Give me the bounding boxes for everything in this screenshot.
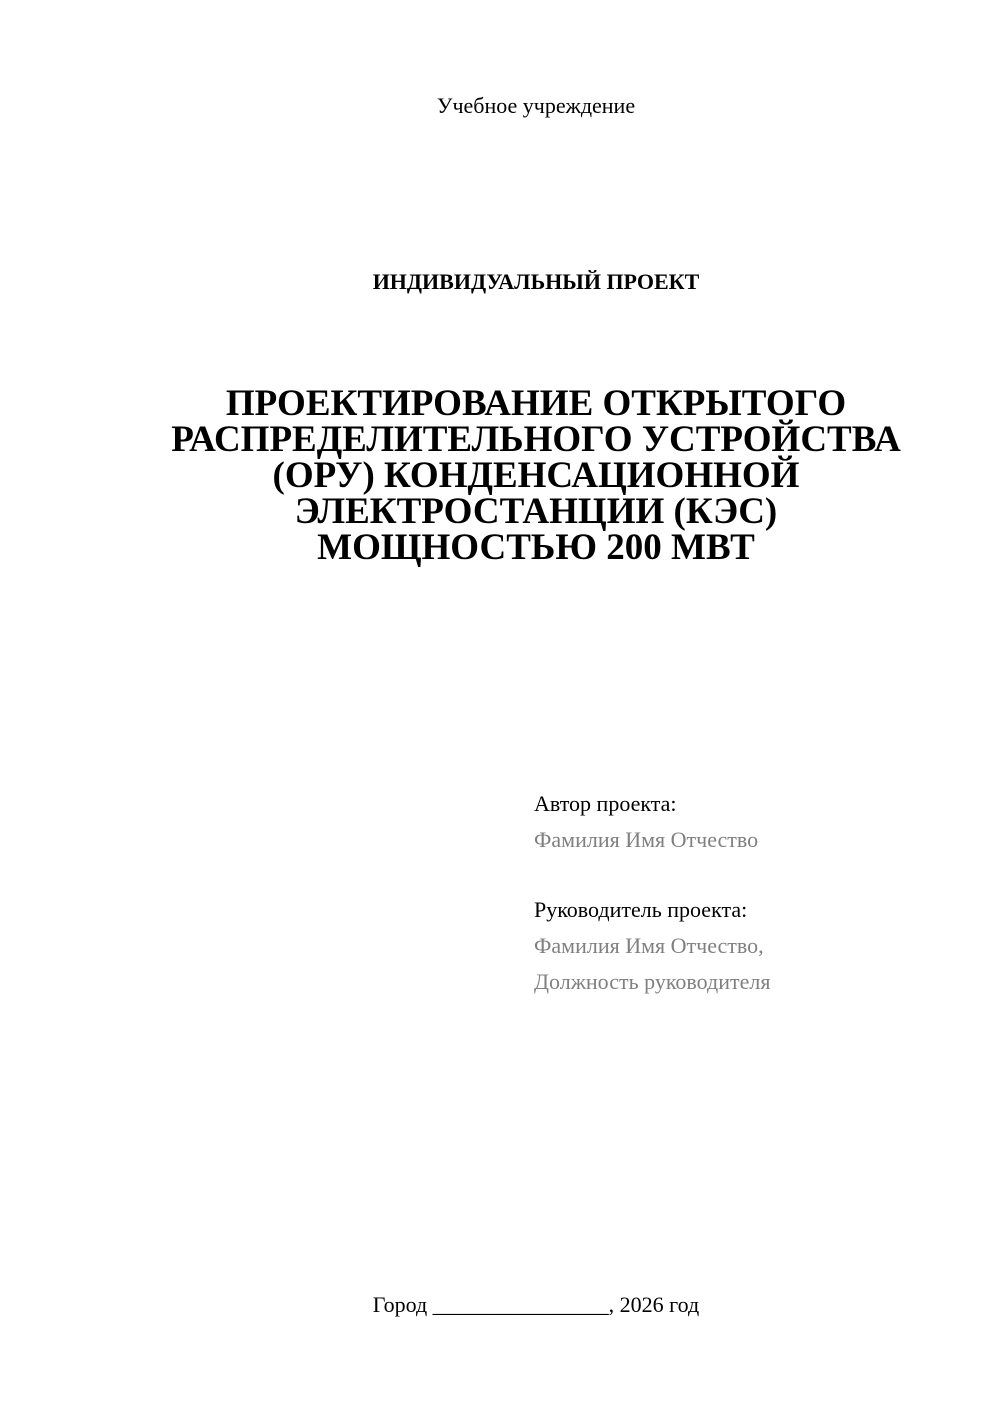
institution-name: Учебное учреждение [436, 93, 636, 118]
supervisor-label: Руководитель проекта: [534, 897, 748, 922]
supervisor-name: Фамилия Имя Отчество, [534, 933, 764, 958]
project-title [0, 383, 1000, 568]
project-title-line: РАСПРЕДЕЛИТЕЛЬНОГО УСТРОЙСТВА [171, 419, 901, 460]
author-block [534, 786, 974, 858]
project-title-line: (ОРУ) КОНДЕНСАЦИОННОЙ [272, 455, 800, 496]
project-title-line: ПРОЕКТИРОВАНИЕ ОТКРЫТОГО [225, 383, 847, 424]
supervisor-position: Должность руководителя [534, 969, 771, 994]
author-label: Автор проекта: [534, 791, 677, 816]
city-year-line: Город ________________, 2026 год [372, 1292, 700, 1317]
project-type-heading: ИНДИВИДУАЛЬНЫЙ ПРОЕКТ [372, 269, 700, 294]
supervisor-block [534, 892, 974, 1000]
project-title-line: ЭЛЕКТРОСТАНЦИИ (КЭС) [294, 491, 778, 532]
author-name: Фамилия Имя Отчество [534, 827, 759, 852]
project-title-line: МОЩНОСТЬЮ 200 МВТ [317, 527, 755, 568]
